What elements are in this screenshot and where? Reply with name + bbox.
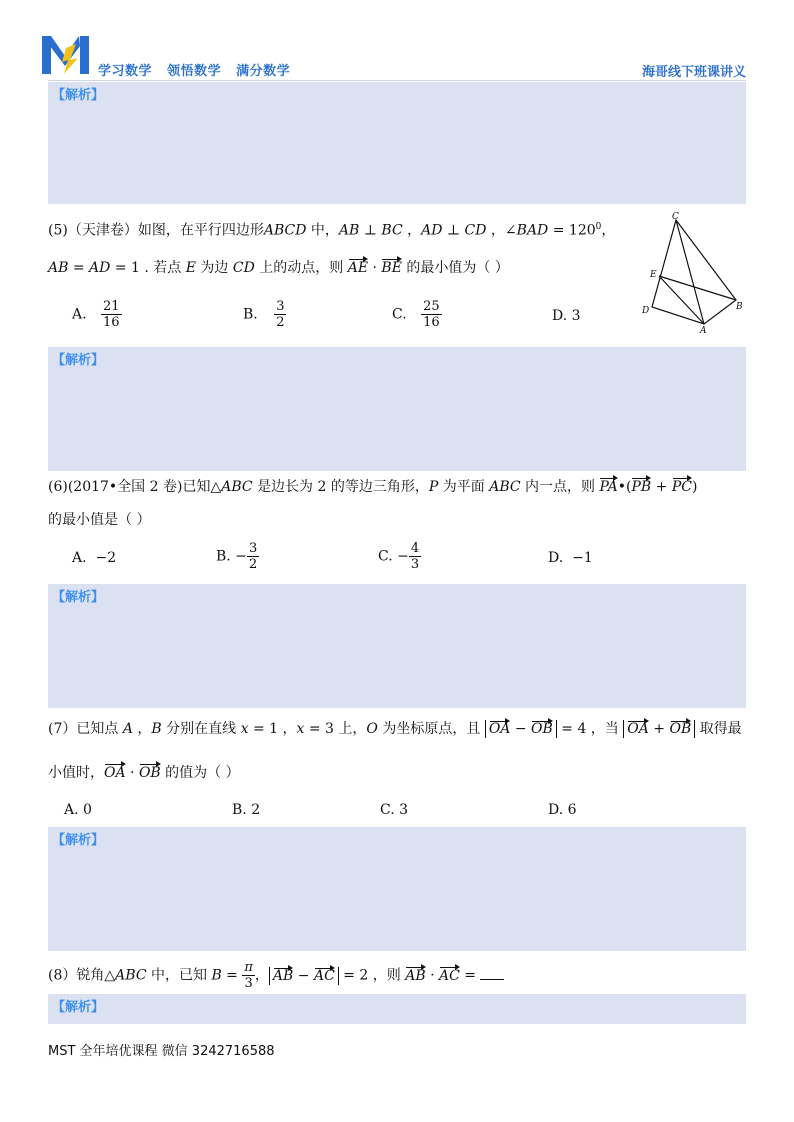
q6-option-b[interactable]: B. − $\frac{3}{2}$ [216,541,258,572]
analysis-label: 【解析】 [52,1000,105,1015]
analysis-label: 【解析】 [52,88,105,103]
q5-line1: (5)（天津卷）如图，在平行四边形ABCD 中，AB ⊥ BC ，AD ⊥ CD ，∠BAD = $120^0$， [48,222,616,239]
analysis-box[interactable] [48,347,746,471]
q5-line2: AB = AD = 1 . 若点 E 为边 CD 上的动点，则 AE · BE 的最小值为（ ） [48,260,509,276]
q6-line2: 的最小值是（ ） [48,512,151,528]
q5-option-d[interactable]: D. 3 [552,308,581,324]
analysis-label: 【解析】 [52,590,105,605]
header-slogan: 学习数学 领悟数学 满分数学 [98,64,291,79]
analysis-box[interactable] [48,827,746,951]
q7-option-d[interactable]: D. 6 [548,802,577,818]
figure-label-a: A [700,326,707,335]
q7-option-b[interactable]: B. 2 [232,802,261,818]
q5-option-b[interactable]: B. $\frac{3}{2}$ [243,299,285,330]
figure-label-e: E [650,270,657,280]
q6-option-c[interactable]: C. − $\frac{4}{3}$ [378,541,420,572]
answer-blank[interactable] [480,979,504,980]
figure-label-d: D [642,306,650,316]
header-divider [48,80,746,81]
q5-option-c[interactable]: C. $\frac{25}{16}$ [392,299,440,330]
q7-option-a[interactable]: A. 0 [64,802,92,818]
q6-option-a[interactable]: A. −2 [72,550,117,566]
header-series-title: 海哥线下班课讲义 [641,65,746,80]
figure-label-b: B [736,302,743,312]
q5-parallelogram-figure [636,210,746,335]
analysis-box[interactable] [48,584,746,708]
q7-line1: (7）已知点 A ，B 分别在直线 x = 1 ，x = 3 上，O 为坐标原点，且 OA − OB = 4 ，当 OA + OB 取得最 [48,721,742,737]
figure-label-c: C [672,212,679,222]
footer-contact: MST 全年培优课程 微信 3242716588 [48,1044,275,1059]
analysis-label: 【解析】 [52,353,105,368]
analysis-box[interactable] [48,994,746,1024]
q6-option-d[interactable]: D. −1 [548,550,593,566]
q7-line2: 小值时，OA · OB 的值为（ ） [48,765,240,781]
mst-logo-icon [42,30,94,78]
q8-line: (8）锐角△ABC 中，已知 B = $\frac{\pi}{3}$ ， AB − AC = 2 ，则 AB · AC = [48,960,504,991]
q6-line1: (6)(2017•全国 2 卷)已知△ABC 是边长为 2 的等边三角形，P 为平面 ABC 内一点，则 PA•(PB + PC) [48,479,698,495]
q5-option-a[interactable]: A. $\frac{21}{16}$ [72,299,120,330]
q7-option-c[interactable]: C. 3 [380,802,409,818]
analysis-box[interactable] [48,82,746,204]
analysis-label: 【解析】 [52,833,105,848]
